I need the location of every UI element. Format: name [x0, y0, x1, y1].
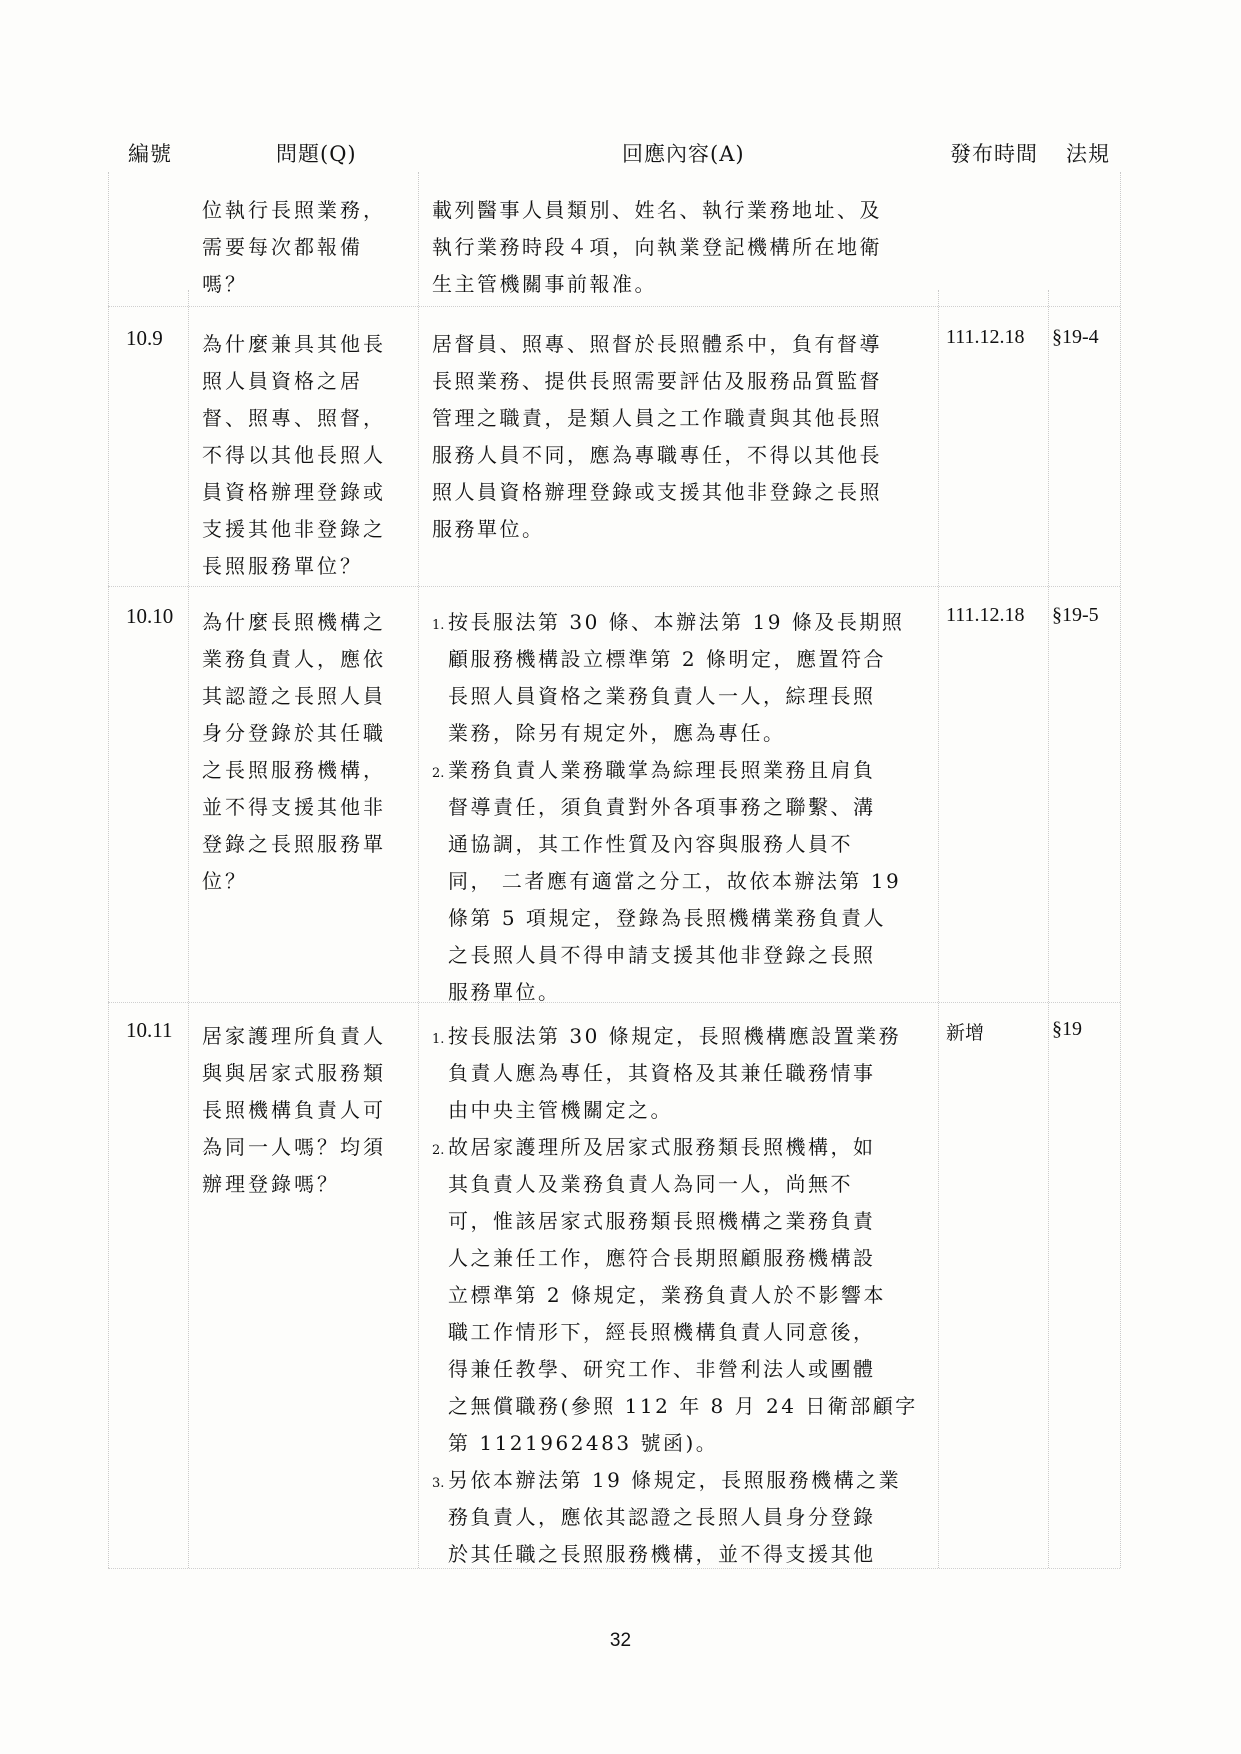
answer-line: [432, 1129, 1032, 1166]
question-line: 位？: [202, 869, 248, 893]
question-line: 長照機構負責人可: [202, 1098, 386, 1122]
question-line: 為什麼長照機構之: [202, 610, 386, 634]
question-line: 辦理登錄嗎？: [202, 1172, 340, 1196]
question-line: 督、照專、照督，: [202, 406, 386, 430]
question-line: 其認證之長照人員: [202, 684, 386, 708]
publish-date: 111.12.18: [946, 326, 1025, 348]
answer-line: 於其任職之長照服務機構，並不得支援其他: [448, 1542, 876, 1566]
question-line: 身分登錄於其任職: [202, 721, 386, 745]
item-number: 1.: [432, 618, 445, 633]
row-number: 10.10: [126, 604, 174, 628]
answer-line: [432, 604, 1032, 641]
answer-line: 長照人員資格之業務負責人一人，綜理長照: [448, 684, 876, 708]
answer-line: 通協調，其工作性質及內容與服務人員不: [448, 832, 853, 856]
answer-text: 另依本辦法第 19 條規定，長照服務機構之業: [448, 1468, 902, 1492]
row-number: 10.9: [126, 326, 163, 350]
answer-line: 督導責任，須負責對外各項事務之聯繫、溝: [448, 795, 876, 819]
question-line: 並不得支援其他非: [202, 795, 386, 819]
answer-line: 業務，除另有規定外，應為專任。: [448, 721, 786, 745]
row-divider: [108, 586, 1120, 587]
answer-text: 按長服法第 30 條、本辦法第 19 條及長期照: [448, 610, 905, 634]
question-cell: [202, 604, 398, 900]
answer-line: 條第 5 項規定，登錄為長照機構業務負責人: [448, 906, 886, 930]
answer-line: 立標準第 2 條規定，業務負責人於不影響本: [448, 1283, 886, 1307]
question-line: 支援其他非登錄之: [202, 517, 386, 541]
grid-line: [1048, 290, 1049, 1568]
answer-line: 之無償職務(參照 112 年 8 月 24 日衛部顧字: [448, 1394, 918, 1418]
answer-line: 執行業務時段４項，向執業登記機構所在地衛: [432, 235, 882, 259]
header-question: 問題(Q): [276, 142, 357, 166]
answer-line: [432, 1018, 1032, 1055]
answer-line: 服務單位。: [432, 517, 545, 541]
answer-text: 按長服法第 30 條規定，長照機構應設置業務: [448, 1024, 902, 1048]
answer-line: 由中央主管機關定之。: [448, 1098, 673, 1122]
answer-line: [432, 1462, 1032, 1499]
publish-date: 新增: [946, 1022, 985, 1044]
answer-line: 其負責人及業務負責人為同一人，尚無不: [448, 1172, 853, 1196]
answer-line: [432, 752, 1032, 789]
regulation-ref: §19-5: [1052, 604, 1099, 626]
answer-line: 人之兼任工作，應符合長期照顧服務機構設: [448, 1246, 876, 1270]
answer-line: 職工作情形下，經長照機構負責人同意後，: [448, 1320, 876, 1344]
question-line: 登錄之長照服務單: [202, 832, 386, 856]
question-line: 需要每次都報備: [202, 235, 363, 259]
answer-line: 居督員、照專、照督於長照體系中，負有督導: [432, 332, 882, 356]
answer-cell: [432, 604, 1032, 1011]
header-regulation: 法規: [1066, 142, 1110, 166]
grid-line: [418, 172, 419, 1568]
row-divider: [108, 306, 1120, 307]
question-line: 與與居家式服務類: [202, 1061, 386, 1085]
question-line: 員資格辦理登錄或: [202, 480, 386, 504]
answer-line: 照人員資格辦理登錄或支援其他非登錄之長照: [432, 480, 882, 504]
question-line: 嗎？: [202, 272, 248, 296]
answer-line: 生主管機關事前報准。: [432, 272, 657, 296]
answer-line: 負責人應為專任，其資格及其兼任職務情事: [448, 1061, 876, 1085]
header-answer: 回應內容(A): [622, 142, 745, 166]
question-cell: [202, 326, 398, 585]
question-line: 不得以其他長照人: [202, 443, 386, 467]
grid-line: [188, 290, 189, 1568]
answer-line: 可，惟該居家式服務類長照機構之業務負責: [448, 1209, 876, 1233]
header-publish-date: 發布時間: [950, 142, 1038, 166]
answer-line: 第 1121962483 號函)。: [448, 1431, 719, 1455]
item-number: 3.: [432, 1476, 445, 1491]
publish-date: 111.12.18: [946, 604, 1025, 626]
item-number: 2.: [432, 1143, 445, 1158]
answer-line: 載列醫事人員類別、姓名、執行業務地址、及: [432, 198, 882, 222]
question-line: 為同一人嗎？均須: [202, 1135, 386, 1159]
answer-line: 得兼任教學、研究工作、非營利法人或團體: [448, 1357, 876, 1381]
question-cell: [202, 192, 398, 303]
question-line: 照人員資格之居: [202, 369, 363, 393]
answer-text: 故居家護理所及居家式服務類長照機構，如: [448, 1135, 876, 1159]
grid-line: [108, 172, 109, 1568]
answer-line: 顧服務機構設立標準第 2 條明定，應置符合: [448, 647, 886, 671]
question-line: 長照服務單位？: [202, 554, 363, 578]
answer-line: 長照業務、提供長照需要評估及服務品質監督: [432, 369, 882, 393]
question-line: 之長照服務機構，: [202, 758, 386, 782]
page-number: 32: [609, 1630, 632, 1651]
item-number: 1.: [432, 1032, 445, 1047]
question-line: 居家護理所負責人: [202, 1024, 386, 1048]
question-cell: [202, 1018, 398, 1203]
answer-cell: [432, 326, 1032, 548]
answer-line: 同， 二者應有適當之分工，故依本辦法第 19: [448, 869, 902, 893]
header-number: 編號: [128, 142, 172, 166]
answer-line: 服務人員不同，應為專職專任，不得以其他長: [432, 443, 882, 467]
answer-cell: [432, 1018, 1032, 1573]
item-number: 2.: [432, 766, 445, 781]
grid-line: [1120, 172, 1121, 1568]
answer-cell: [432, 192, 1032, 303]
answer-line: 管理之職責，是類人員之工作職責與其他長照: [432, 406, 882, 430]
question-line: 為什麼兼具其他長: [202, 332, 386, 356]
question-line: 業務負責人，應依: [202, 647, 386, 671]
answer-line: 服務單位。: [448, 980, 561, 1004]
answer-text: 業務負責人業務職掌為綜理長照業務且肩負: [448, 758, 876, 782]
regulation-ref: §19-4: [1052, 326, 1099, 348]
row-number: 10.11: [126, 1018, 173, 1042]
regulation-ref: §19: [1052, 1018, 1082, 1040]
answer-line: 務負責人，應依其認證之長照人員身分登錄: [448, 1505, 876, 1529]
answer-line: 之長照人員不得申請支援其他非登錄之長照: [448, 943, 876, 967]
question-line: 位執行長照業務，: [202, 198, 386, 222]
